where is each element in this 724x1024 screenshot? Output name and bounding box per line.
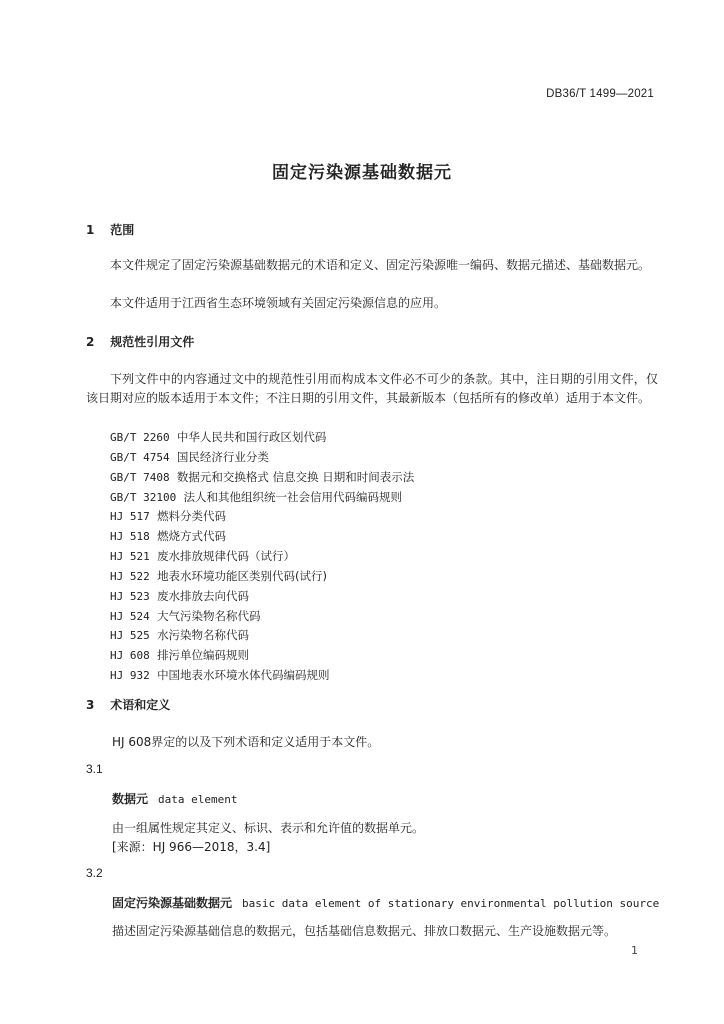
reference-code: GB/T 7408 [110, 470, 170, 484]
list-item [110, 587, 414, 607]
section-title: 术语和定义 [110, 698, 171, 712]
term-english: data element [158, 793, 238, 806]
list-item [110, 448, 414, 468]
reference-name: 法人和其他组织统一社会信用代码编码规则 [183, 489, 403, 504]
standard-code: DB36/T 1499—2021 [546, 88, 654, 100]
reference-code: HJ 608 [110, 649, 150, 663]
reference-code: HJ 523 [110, 589, 150, 603]
reference-code: GB/T 4754 [110, 450, 170, 464]
section-1-heading [86, 221, 134, 238]
reference-name: 大气污染物名称代码 [157, 608, 261, 623]
reference-name: 排污单位编码规则 [157, 648, 250, 663]
reference-name: 水污染物名称代码 [157, 628, 250, 643]
term-definition: 描述固定污染源基础信息的数据元，包括基础信息数据元、排放口数据元、生产设施数据元等。 [112, 924, 617, 938]
terms-intro: HJ 608界定的以及下列术语和定义适用于本文件。 [112, 735, 380, 749]
reference-list [110, 428, 414, 686]
list-item [110, 607, 414, 627]
scope-paragraph-2: 本文件适用于江西省生态环境领域有关固定污染源信息的应用。 [110, 296, 447, 310]
reference-code: GB/T 2260 [110, 431, 170, 444]
section-title: 规范性引用文件 [110, 335, 195, 349]
list-item [110, 567, 414, 587]
reference-code: HJ 518 [110, 530, 150, 544]
reference-name: 燃料分类代码 [157, 509, 227, 524]
reference-name: 中国地表水环境水体代码编码规则 [157, 668, 330, 683]
reference-code: HJ 522 [110, 569, 150, 583]
reference-name: 废水排放去向代码 [157, 588, 250, 603]
reference-name: 地表水环境功能区类别代码(试行) [157, 568, 328, 583]
list-item [110, 626, 414, 646]
section-2-heading [86, 333, 194, 350]
section-number: 1 [86, 223, 95, 237]
reference-name: 中华人民共和国行政区划代码 [176, 430, 327, 444]
term-chinese: 固定污染源基础数据元 [112, 896, 233, 910]
term-chinese: 数据元 [112, 792, 149, 806]
term-source: [来源：HJ 966—2018，3.4] [112, 840, 271, 854]
normative-references-intro: 下列文件中的内容通过文中的规范性引用而构成本文件必不可少的条款。其中，注日期的引用文件，仅该日期对应的版本适用于本文件；不注日期的引用文件，其最新版本（包括所有的修改单）适用于本文件。 [86, 372, 658, 405]
document-title: 固定污染源基础数据元 [272, 163, 452, 183]
term-number: 3.2 [86, 866, 103, 880]
reference-code: HJ 932 [110, 669, 150, 683]
reference-name: 国民经济行业分类 [176, 449, 269, 464]
list-item [110, 468, 414, 488]
scope-paragraph-1: 本文件规定了固定污染源基础数据元的术语和定义、固定污染源唯一编码、数据元描述、基础数据元。 [110, 258, 651, 272]
list-item [110, 646, 414, 666]
page-number: 1 [631, 944, 638, 957]
list-item [110, 547, 414, 567]
list-item [110, 666, 414, 686]
reference-name: 燃烧方式代码 [157, 529, 227, 544]
reference-code: HJ 521 [110, 550, 150, 564]
reference-code: HJ 525 [110, 629, 150, 643]
section-number: 2 [86, 335, 95, 349]
term-definition: 由一组属性规定其定义、标识、表示和允许值的数据单元。 [112, 821, 425, 835]
reference-code: HJ 524 [110, 609, 150, 623]
reference-code: HJ 517 [110, 510, 150, 524]
list-item [110, 527, 414, 547]
reference-name: 数据元和交换格式 信息交换 日期和时间表示法 [176, 469, 415, 484]
term-english: basic data element of stationary environmental pollution source [242, 897, 660, 910]
section-number: 3 [86, 698, 95, 712]
reference-code: GB/T 32100 [110, 490, 177, 504]
section-title: 范围 [110, 223, 135, 237]
list-item [110, 428, 414, 448]
list-item [110, 488, 414, 508]
section-3-heading [86, 696, 170, 713]
reference-name: 废水排放规律代码（试行） [157, 549, 296, 564]
list-item [110, 507, 414, 527]
term-entry [112, 894, 659, 911]
term-number: 3.1 [86, 762, 103, 776]
term-entry [112, 790, 238, 807]
